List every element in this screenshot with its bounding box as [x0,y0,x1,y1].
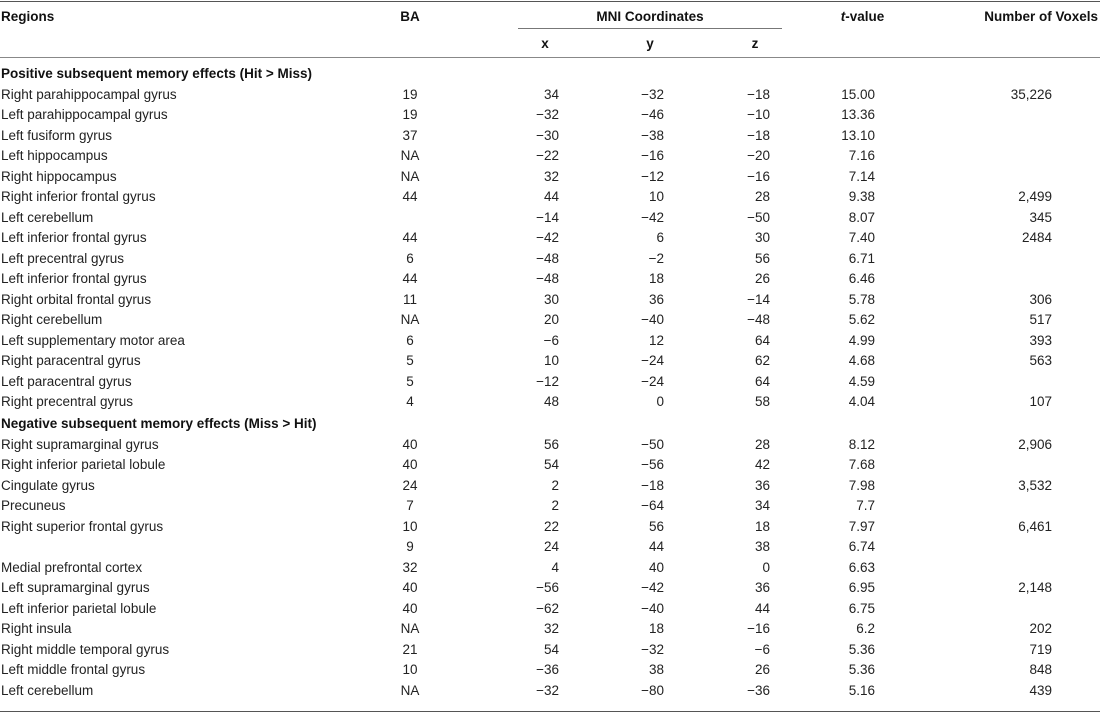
cell-t-value: 5.62 [848,312,875,327]
cell-region: Left fusiform gyrus [1,127,113,143]
table-row [0,269,1100,290]
header-z: z [751,36,759,51]
cell-t-value: 13.10 [841,127,875,143]
cell-ba: 11 [402,291,417,307]
header-t-value [810,9,915,24]
header-x: x [541,36,549,51]
table-row [0,578,1100,599]
cell-t-value: 5.16 [848,682,875,698]
cell-z: 28 [754,189,770,204]
cell-voxels: 439 [1029,682,1052,698]
cell-t-value: 5.78 [848,291,875,307]
cell-y: −12 [641,168,664,184]
cell-y: 56 [648,518,664,534]
table-row [0,105,1100,126]
cell-z: −6 [754,641,770,657]
cell-y: −46 [641,107,664,122]
cell-x: −32 [536,682,559,698]
cell-ba: 5 [406,373,414,389]
table-row [0,660,1100,681]
cell-x: −62 [536,600,559,616]
cell-z: −48 [747,312,770,327]
header-y: y [646,36,654,51]
cell-z: 44 [754,600,770,616]
cell-region: Right supramarginal gyrus [1,436,159,452]
cell-voxels: 848 [1029,662,1052,677]
cell-z: −50 [747,209,770,225]
cell-voxels: 3,532 [1018,477,1052,493]
cell-x: 34 [543,86,559,102]
cell-z: −20 [747,148,770,163]
table-row [0,331,1100,352]
cell-y: 38 [648,662,664,677]
cell-voxels: 2,499 [1018,189,1052,204]
cell-x: 2 [551,498,559,513]
cell-y: 40 [648,559,664,575]
cell-y: 10 [648,189,664,204]
cell-x: −48 [536,271,559,286]
cell-y: −24 [641,353,664,368]
cell-y: −18 [641,477,664,493]
table-row [0,640,1100,661]
top-rule [0,1,1100,2]
cell-ba: 44 [402,189,418,204]
cell-ba: 44 [402,271,418,286]
cell-region: Left middle frontal gyrus [1,662,146,677]
section-title: Positive subsequent memory effects (Hit > Miss) [1,66,312,81]
cell-x: −12 [536,373,559,389]
cell-ba: 24 [402,477,418,493]
table-row [0,619,1100,640]
cell-voxels: 107 [1029,394,1052,409]
cell-ba: NA [400,148,420,163]
cell-ba: 40 [402,457,418,472]
cell-z: 42 [754,457,770,472]
cell-z: 26 [754,271,770,286]
cell-x: −56 [536,580,559,595]
table-row [0,249,1100,270]
cell-y: −32 [641,86,664,102]
cell-voxels: 719 [1029,641,1052,657]
cell-y: −56 [641,457,664,472]
header-t-italic: t [840,9,846,24]
cell-t-value: 5.36 [848,641,875,657]
cell-ba: 32 [402,559,418,575]
cell-t-value: 6.74 [848,539,875,554]
bottom-rule [0,711,1100,712]
cell-t-value: 6.2 [856,621,875,636]
cell-region: Right hippocampus [1,168,117,184]
cell-y: −64 [641,498,664,513]
cell-z: 64 [754,332,770,348]
cell-t-value: 8.07 [848,209,875,225]
cell-voxels: 2484 [1021,230,1052,245]
cell-ba: NA [400,621,420,636]
cell-z: 36 [754,477,770,493]
table-row [0,558,1100,579]
cell-region: Right superior frontal gyrus [1,518,164,534]
cell-ba: 6 [406,332,414,348]
cell-voxels: 2,148 [1018,580,1052,595]
table-row [0,392,1100,413]
cell-region: Right inferior frontal gyrus [1,189,156,204]
table-row [0,496,1100,517]
cell-region: Precuneus [1,498,66,513]
cell-voxels: 517 [1029,312,1052,327]
cell-y: −40 [641,600,664,616]
cell-y: −16 [641,148,664,163]
cell-region: Right orbital frontal gyrus [1,291,152,307]
mni-subheader-rule [518,28,782,29]
cell-x: −42 [536,230,559,245]
cell-x: 44 [543,189,559,204]
cell-t-value: 6.46 [848,271,875,286]
cell-region: Left cerebellum [1,209,94,225]
cell-x: −22 [536,148,559,163]
cell-z: 36 [754,580,770,595]
cell-z: 64 [754,373,770,389]
cell-y: 18 [648,271,664,286]
cell-x: 30 [543,291,559,307]
table-row [0,167,1100,188]
cell-x: 20 [543,312,559,327]
cell-region: Left cerebellum [1,682,94,698]
section-title: Negative subsequent memory effects (Miss > Hit) [1,416,317,431]
cell-t-value: 7.40 [848,230,875,245]
cell-z: 0 [762,559,770,575]
cell-x: 56 [543,436,559,452]
cell-z: −16 [747,168,770,184]
cell-z: 30 [754,230,770,245]
cell-region: Left inferior frontal gyrus [1,271,147,286]
cell-t-value: 7.7 [856,498,875,513]
cell-t-value: 7.68 [848,457,875,472]
header-bottom-rule [0,57,1100,58]
cell-ba: NA [400,168,420,184]
cell-t-value: 4.68 [848,353,875,368]
header-mni-coordinates: MNI Coordinates [596,9,704,24]
table-row [0,290,1100,311]
table-row [0,187,1100,208]
cell-t-value: 5.36 [848,662,875,677]
cell-y: 44 [648,539,664,554]
cell-x: 48 [543,394,559,409]
cell-t-value: 8.12 [848,436,875,452]
table-row [0,228,1100,249]
cell-region: Right inferior parietal lobule [1,457,166,472]
cell-ba: NA [400,682,420,698]
cell-x: −30 [536,127,559,143]
cell-y: 18 [648,621,664,636]
cell-y: −42 [641,580,664,595]
cell-ba: 21 [402,641,418,657]
cell-z: 26 [754,662,770,677]
cell-voxels: 202 [1029,621,1052,636]
cell-region: Left supplementary motor area [1,332,185,348]
cell-region: Right middle temporal gyrus [1,641,170,657]
cell-z: −36 [747,682,770,698]
cell-ba: 9 [406,539,414,554]
cell-region: Right parahippocampal gyrus [1,86,177,102]
table-row [0,208,1100,229]
cell-voxels: 306 [1029,291,1052,307]
cell-voxels: 393 [1029,332,1052,348]
cell-y: 12 [648,332,664,348]
cell-ba: 7 [406,498,414,513]
cell-y: −80 [641,682,664,698]
table-row [0,476,1100,497]
cell-x: 32 [543,621,559,636]
cell-t-value: 15.00 [841,86,875,102]
cell-y: −32 [641,641,664,657]
table-row [0,310,1100,331]
cell-z: 28 [754,436,770,452]
cell-voxels: 563 [1029,353,1052,368]
table-row [0,146,1100,167]
cell-voxels: 345 [1029,209,1052,225]
cell-ba: NA [400,312,420,327]
table-row [0,537,1100,558]
cell-z: −18 [747,86,770,102]
cell-z: 58 [754,394,770,409]
table-row [0,372,1100,393]
cell-region: Left inferior frontal gyrus [1,230,147,245]
cell-voxels: 2,906 [1018,436,1052,452]
cell-z: −14 [747,291,770,307]
cell-ba: 10 [402,518,418,534]
cell-x: 2 [551,477,559,493]
cell-region: Left paracentral gyrus [1,373,132,389]
cell-ba: 19 [402,107,418,122]
cell-t-value: 7.16 [848,148,875,163]
cell-x: 32 [543,168,559,184]
cell-ba: 40 [402,580,418,595]
cell-region: Left hippocampus [1,148,108,163]
table-row [0,681,1100,702]
cell-t-value: 6.63 [848,559,875,575]
cell-y: −38 [641,127,664,143]
cell-y: −50 [641,436,664,452]
cell-y: 36 [648,291,664,307]
table-row [0,435,1100,456]
cell-x: 10 [543,353,559,368]
cell-y: −42 [641,209,664,225]
cell-region: Right precentral gyrus [1,394,134,409]
cell-t-value: 4.59 [848,373,875,389]
header-t-suffix: -value [845,9,885,24]
cell-t-value: 6.75 [848,600,875,616]
cell-x: 24 [543,539,559,554]
cell-voxels: 35,226 [1010,86,1052,102]
cell-t-value: 7.14 [848,168,875,184]
cell-region: Left inferior parietal lobule [1,600,157,616]
cell-voxels: 6,461 [1018,518,1052,534]
cell-y: −24 [641,373,664,389]
cell-x: −14 [536,209,559,225]
cell-region: Left parahippocampal gyrus [1,107,168,122]
cell-t-value: 6.71 [848,250,875,266]
cell-x: 54 [543,457,559,472]
cell-ba: 37 [402,127,418,143]
table-row [0,85,1100,106]
cell-ba: 19 [402,86,418,102]
table-row [0,351,1100,372]
cell-z: 18 [754,518,770,534]
cell-z: −10 [747,107,770,122]
cell-t-value: 13.36 [841,107,875,122]
table-row [0,599,1100,620]
cell-region: Right cerebellum [1,312,103,327]
cell-ba: 6 [406,250,414,266]
table-row [0,455,1100,476]
cell-x: −48 [536,250,559,266]
cell-x: 4 [551,559,559,575]
cell-x: −6 [543,332,559,348]
cell-t-value: 4.99 [848,332,875,348]
cell-x: 54 [543,641,559,657]
cell-z: 34 [754,498,770,513]
cell-t-value: 7.98 [848,477,875,493]
cell-region: Medial prefrontal cortex [1,559,143,575]
cell-ba: 40 [402,436,418,452]
cell-region: Left supramarginal gyrus [1,580,150,595]
cell-region: Right paracentral gyrus [1,353,141,368]
cell-z: −18 [747,127,770,143]
cell-x: 22 [543,518,559,534]
header-ba: BA [400,9,420,24]
cell-x: −32 [536,107,559,122]
cell-z: −16 [747,621,770,636]
cell-region: Cingulate gyrus [1,477,95,493]
cell-region: Left precentral gyrus [1,250,125,266]
cell-t-value: 4.04 [848,394,875,409]
cell-t-value: 6.95 [848,580,875,595]
cell-y: −40 [641,312,664,327]
cell-y: 0 [656,394,664,409]
cell-ba: 44 [402,230,418,245]
table-row [0,126,1100,147]
cell-ba: 4 [406,394,414,409]
cell-region: Right insula [1,621,72,636]
header-number-of-voxels: Number of Voxels [984,9,1098,24]
cell-ba: 10 [402,662,418,677]
cell-t-value: 9.38 [848,189,875,204]
cell-t-value: 7.97 [848,518,875,534]
cell-ba: 5 [406,353,414,368]
table-row [0,517,1100,538]
cell-z: 56 [754,250,770,266]
cell-y: 6 [656,230,664,245]
header-regions: Regions [1,9,55,24]
cell-x: −36 [536,662,559,677]
cell-y: −2 [648,250,664,266]
cell-ba: 40 [402,600,418,616]
cell-z: 38 [754,539,770,554]
cell-z: 62 [754,353,770,368]
